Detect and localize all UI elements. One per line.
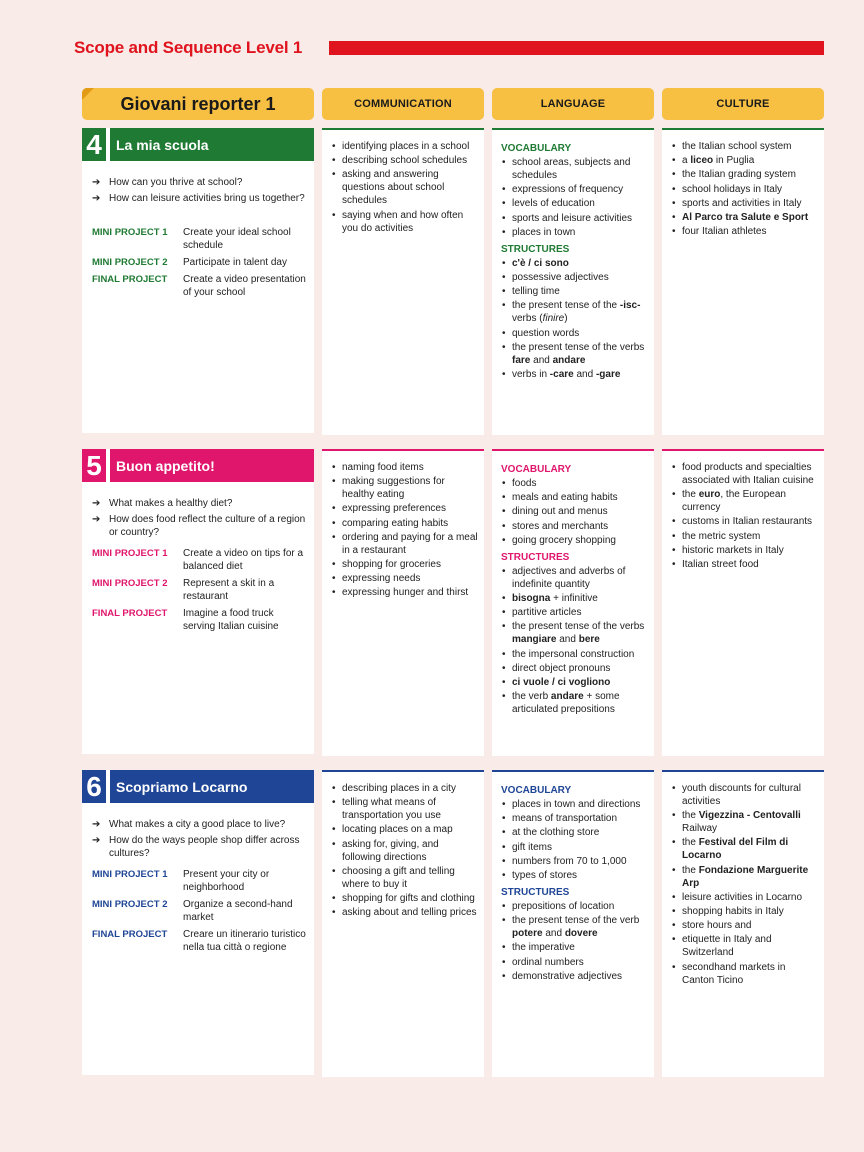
question-item	[92, 818, 307, 831]
communication-column-5	[322, 449, 484, 756]
project-text: Create your ideal school schedule	[183, 227, 291, 251]
vocabulary-list	[501, 477, 648, 547]
unit-title-bar	[82, 449, 314, 482]
question-item	[92, 513, 307, 539]
culture-item: • the Italian grading system	[671, 168, 818, 181]
project-item	[92, 226, 307, 252]
unit-number: 4	[82, 128, 106, 161]
language-content	[501, 782, 648, 984]
language-content	[501, 140, 648, 382]
communication-item: • ordering and paying for a meal in a restaurant	[331, 531, 478, 557]
book-title-header	[82, 88, 314, 120]
question-text: What makes a city a good place to live?	[109, 819, 286, 830]
project-item	[92, 898, 307, 924]
communication-column-6	[322, 770, 484, 1077]
structures-heading: STRUCTURES	[501, 551, 570, 563]
culture-item: • Italian street food	[671, 558, 818, 571]
vocabulary-heading: VOCABULARY	[501, 464, 572, 475]
vocabulary-item: • gift items	[501, 841, 648, 854]
question-text: How does food reflect the culture of a region or country?	[109, 514, 306, 538]
project-label: MINI PROJECT 2	[92, 899, 168, 910]
structures-item: • partitive articles	[501, 606, 648, 619]
corner-fold-icon	[82, 88, 94, 100]
structures-item: • direct object pronouns	[501, 662, 648, 675]
book-title: Giovani reporter 1	[120, 93, 276, 114]
unit-title: La mia scuola	[110, 128, 314, 161]
language-column-5	[492, 449, 654, 756]
unit-title-bar	[82, 128, 314, 161]
unit-number: 6	[82, 770, 106, 803]
project-label: MINI PROJECT 1	[92, 869, 168, 880]
communication-item: • expressing hunger and thirst	[331, 586, 478, 599]
communication-item: • naming food items	[331, 461, 478, 474]
culture-item: • school holidays in Italy	[671, 183, 818, 196]
communication-item: • making suggestions for healthy eating	[331, 475, 478, 501]
communication-item: • asking for, giving, and following directions	[331, 838, 478, 864]
culture-column-4	[662, 128, 824, 435]
communication-item: • describing places in a city	[331, 782, 478, 795]
structures-item: • verbs in -care and -gare	[501, 368, 648, 381]
unit-title: Buon appetito!	[110, 449, 314, 482]
culture-item: • shopping habits in Italy	[671, 905, 818, 918]
vocabulary-item: • meals and eating habits	[501, 491, 648, 504]
project-label: MINI PROJECT 1	[92, 227, 168, 238]
question-text: What makes a healthy diet?	[109, 498, 233, 509]
culture-item: • customs in Italian restaurants	[671, 515, 818, 528]
communication-item: • comparing eating habits	[331, 517, 478, 530]
structures-item: • the present tense of the verbs mangiare and bere	[501, 620, 648, 646]
culture-item: • the Fondazione Marguerite Arp	[671, 864, 818, 890]
culture-content	[671, 461, 818, 572]
communication-item: • saying when and how often you do activities	[331, 209, 478, 235]
unit-title: Scopriamo Locarno	[110, 770, 314, 803]
structures-item: • the imperative	[501, 941, 648, 954]
structures-item: • the present tense of the -isc- verbs (finire)	[501, 299, 648, 325]
vocabulary-list	[501, 798, 648, 882]
vocabulary-item: • places in town	[501, 226, 648, 239]
project-label: MINI PROJECT 2	[92, 257, 168, 268]
project-item	[92, 577, 307, 603]
structures-item: • telling time	[501, 285, 648, 298]
language-column-6	[492, 770, 654, 1077]
communication-item: • telling what means of transportation you use	[331, 796, 478, 822]
project-label: MINI PROJECT 2	[92, 578, 168, 589]
culture-item: • youth discounts for cultural activities	[671, 782, 818, 808]
question-item	[92, 192, 307, 205]
culture-item: • a liceo in Puglia	[671, 154, 818, 167]
communication-item: • choosing a gift and telling where to buy it	[331, 865, 478, 891]
arrow-icon: ➔	[92, 177, 101, 188]
culture-list	[671, 140, 818, 238]
page-header	[74, 38, 824, 60]
structures-item: • prepositions of location	[501, 900, 648, 913]
project-label: FINAL PROJECT	[92, 274, 168, 285]
communication-column-4	[322, 128, 484, 435]
structures-item: • c'è / ci sono	[501, 257, 648, 270]
vocabulary-item: • places in town and directions	[501, 798, 648, 811]
project-label: MINI PROJECT 1	[92, 548, 168, 559]
structures-item: • adjectives and adverbs of indefinite quantity	[501, 565, 648, 591]
culture-column-6	[662, 770, 824, 1077]
culture-item: • four Italian athletes	[671, 225, 818, 238]
structures-item: • the verb andare + some articulated prepositions	[501, 690, 648, 716]
structures-list	[501, 900, 648, 983]
vocabulary-item: • going grocery shopping	[501, 534, 648, 547]
culture-item: • the Festival del Film di Locarno	[671, 836, 818, 862]
communication-item: • describing school schedules	[331, 154, 478, 167]
communication-list	[331, 782, 478, 919]
culture-list	[671, 782, 818, 987]
question-item	[92, 176, 307, 189]
vocabulary-item: • types of stores	[501, 869, 648, 882]
project-text: Create a video presentation of your school	[183, 274, 306, 298]
vocabulary-item: • numbers from 70 to 1,000	[501, 855, 648, 868]
project-item	[92, 256, 307, 269]
culture-header-label: CULTURE	[716, 98, 770, 110]
project-item	[92, 928, 307, 954]
communication-item: • shopping for gifts and clothing	[331, 892, 478, 905]
language-content	[501, 461, 648, 717]
vocabulary-item: • expressions of frequency	[501, 183, 648, 196]
project-text: Organize a second-hand market	[183, 899, 293, 923]
language-column-4	[492, 128, 654, 435]
essential-questions	[92, 176, 307, 208]
project-text: Present your city or neighborhood	[183, 869, 270, 893]
page-title: Scope and Sequence Level 1	[74, 38, 303, 57]
arrow-icon: ➔	[92, 193, 101, 204]
vocabulary-item: • at the clothing store	[501, 826, 648, 839]
structures-item: • the present tense of the verbs fare and andare	[501, 341, 648, 367]
structures-item: • question words	[501, 327, 648, 340]
vocabulary-item: • dining out and menus	[501, 505, 648, 518]
project-text: Creare un itinerario turistico nella tua città o regione	[183, 929, 306, 953]
arrow-icon: ➔	[92, 819, 101, 830]
communication-header-label: COMMUNICATION	[354, 98, 452, 110]
structures-heading: STRUCTURES	[501, 886, 570, 898]
projects-list	[92, 868, 307, 958]
unit-card-6	[82, 770, 314, 1075]
arrow-icon: ➔	[92, 835, 101, 846]
structures-list	[501, 257, 648, 381]
communication-item: • shopping for groceries	[331, 558, 478, 571]
question-item	[92, 834, 307, 860]
vocabulary-heading: VOCABULARY	[501, 785, 572, 796]
culture-item: • Al Parco tra Salute e Sport	[671, 211, 818, 224]
culture-content	[671, 782, 818, 988]
communication-item: • asking and answering questions about school schedules	[331, 168, 478, 207]
vocabulary-item: • stores and merchants	[501, 520, 648, 533]
unit-card-5	[82, 449, 314, 754]
language-header-label: LANGUAGE	[540, 98, 606, 110]
vocabulary-item: • foods	[501, 477, 648, 490]
unit-card-4	[82, 128, 314, 433]
language-header	[492, 88, 654, 120]
culture-item: • the Vigezzina - Centovalli Railway	[671, 809, 818, 835]
culture-item: • store hours and	[671, 919, 818, 932]
communication-item: • expressing needs	[331, 572, 478, 585]
unit-number: 5	[82, 449, 106, 482]
communication-item: • locating places on a map	[331, 823, 478, 836]
communication-list	[331, 461, 478, 599]
communication-item: • expressing preferences	[331, 502, 478, 515]
communication-content	[331, 782, 478, 920]
culture-item: • food products and specialties associated with Italian cuisine	[671, 461, 818, 487]
culture-item: • sports and activities in Italy	[671, 197, 818, 210]
project-text: Represent a skit in a restaurant	[183, 578, 275, 602]
structures-item: • ci vuole / ci vogliono	[501, 676, 648, 689]
structures-heading: STRUCTURES	[501, 243, 570, 255]
structures-item: • possessive adjectives	[501, 271, 648, 284]
structures-item: • bisogna + infinitive	[501, 592, 648, 605]
culture-column-5	[662, 449, 824, 756]
culture-list	[671, 461, 818, 571]
title-rule	[329, 41, 824, 55]
communication-item: • identifying places in a school	[331, 140, 478, 153]
vocabulary-item: • school areas, subjects and schedules	[501, 156, 648, 182]
communication-content	[331, 461, 478, 601]
communication-content	[331, 140, 478, 236]
arrow-icon: ➔	[92, 514, 101, 525]
project-text: Imagine a food truck serving Italian cuisine	[183, 608, 279, 632]
project-item	[92, 607, 307, 633]
question-text: How do the ways people shop differ across cultures?	[109, 835, 300, 859]
vocabulary-list	[501, 156, 648, 239]
project-text: Create a video on tips for a balanced diet	[183, 548, 304, 572]
project-text: Participate in talent day	[183, 257, 287, 268]
project-label: FINAL PROJECT	[92, 608, 168, 619]
projects-list	[92, 226, 307, 303]
culture-item: • historic markets in Italy	[671, 544, 818, 557]
question-text: How can leisure activities bring us together?	[109, 193, 305, 204]
vocabulary-item: • sports and leisure activities	[501, 212, 648, 225]
communication-header	[322, 88, 484, 120]
structures-item: • ordinal numbers	[501, 956, 648, 969]
culture-header	[662, 88, 824, 120]
question-text: How can you thrive at school?	[109, 177, 243, 188]
project-item	[92, 547, 307, 573]
communication-list	[331, 140, 478, 235]
vocabulary-item: • means of transportation	[501, 812, 648, 825]
culture-item: • the Italian school system	[671, 140, 818, 153]
vocabulary-heading: VOCABULARY	[501, 143, 572, 154]
culture-item: • secondhand markets in Canton Ticino	[671, 961, 818, 987]
essential-questions	[92, 818, 307, 863]
communication-item: • asking about and telling prices	[331, 906, 478, 919]
arrow-icon: ➔	[92, 498, 101, 509]
structures-item: • demonstrative adjectives	[501, 970, 648, 983]
structures-item: • the present tense of the verb potere and dovere	[501, 914, 648, 940]
unit-title-bar	[82, 770, 314, 803]
projects-list	[92, 547, 307, 637]
project-item	[92, 273, 307, 299]
culture-item: • leisure activities in Locarno	[671, 891, 818, 904]
vocabulary-item: • levels of education	[501, 197, 648, 210]
culture-item: • the euro, the European currency	[671, 488, 818, 514]
essential-questions	[92, 497, 307, 542]
culture-content	[671, 140, 818, 239]
project-item	[92, 868, 307, 894]
culture-item: • the metric system	[671, 530, 818, 543]
question-item	[92, 497, 307, 510]
structures-item: • the impersonal construction	[501, 648, 648, 661]
culture-item: • etiquette in Italy and Switzerland	[671, 933, 818, 959]
project-label: FINAL PROJECT	[92, 929, 168, 940]
structures-list	[501, 565, 648, 716]
